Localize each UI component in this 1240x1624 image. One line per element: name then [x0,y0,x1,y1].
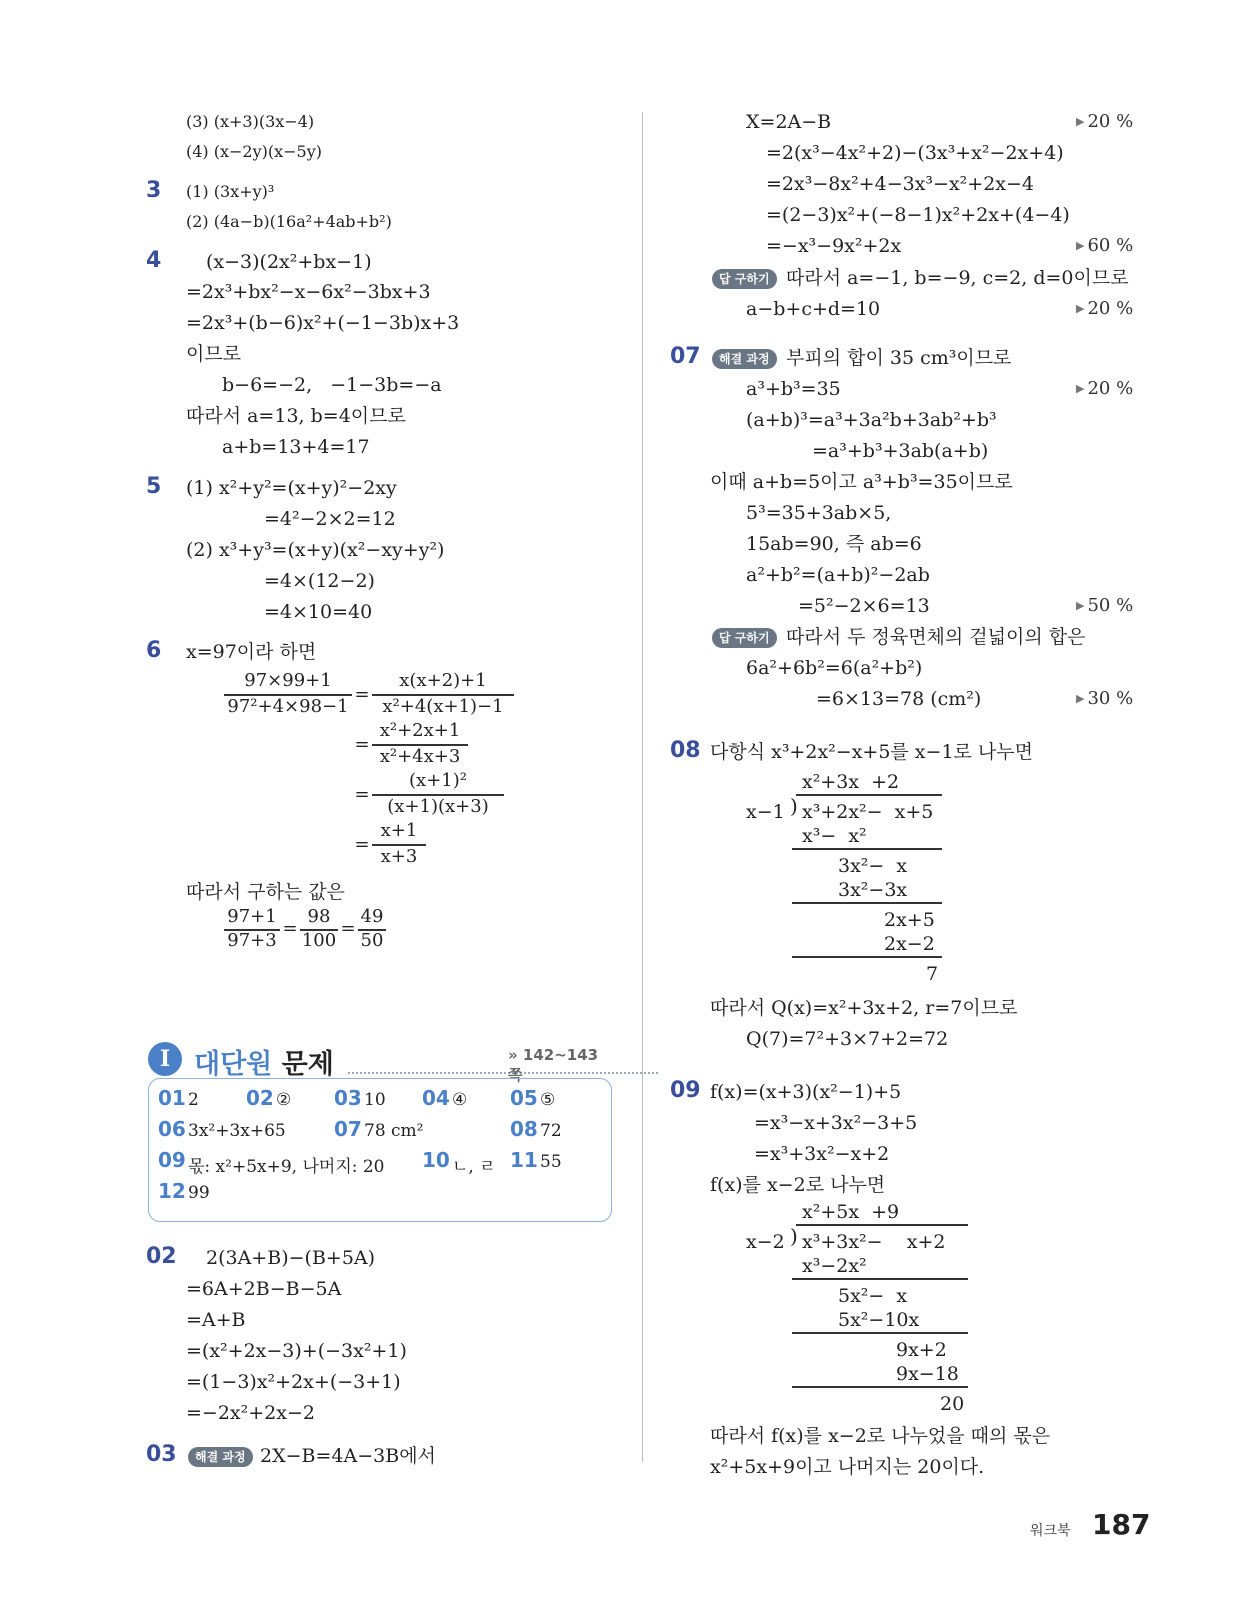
answer-number: 02 [246,1086,274,1110]
q6-equals: = [354,684,370,705]
triangle-icon: ▶ [1076,599,1085,612]
q6-equals: = [282,918,298,939]
q6-frac3-den: x²+4x+3 [379,746,461,767]
s08-row: 7 [926,963,939,985]
q2-part4: (4) (x−2y)(x−5y) [186,142,323,161]
q4-line: =2x³+bx²−x−6x²−3bx+3 [186,281,431,303]
s07-ans1: 6a²+6b²=6(a²+b²) [746,657,923,679]
triangle-icon: ▶ [1076,382,1085,395]
process-tag: 해결 과정 [712,349,777,369]
q6-equals: = [340,918,356,939]
q6-frac4-num: (x+1)² [409,770,467,791]
score-percent-text: 20 % [1087,298,1134,319]
q6-g1-num: 97+1 [227,906,277,927]
triangle-icon: ▶ [1076,115,1085,128]
answer-number: 10 [422,1148,450,1172]
score-percent-text: 30 % [1087,688,1134,709]
s09-concl: x²+5x+9이고 나머지는 20이다. [710,1456,985,1478]
s07-line: a³+b³=35 [746,378,841,400]
q5-line: =4×10=40 [264,601,373,623]
s09-division-bar [796,1224,968,1226]
q4-line: a+b=13+4=17 [222,436,370,458]
score-percent-text: 60 % [1087,235,1134,256]
s07-line: 15ab=90, 즉 ab=6 [746,533,922,555]
q4-line: 따라서 a=13, b=4이므로 [186,405,406,427]
s02-line: =−2x²+2x−2 [186,1402,315,1424]
q5-line: =4×(12−2) [264,570,375,592]
s07-ans2: =6×13=78 (cm²) [816,688,982,710]
solution-03-number: 03 [146,1442,177,1467]
s08-rule [792,902,942,904]
s09-row: x³−2x² [802,1255,867,1277]
answer-number: 03 [334,1086,362,1110]
answer-number: 11 [510,1148,538,1172]
s03c-line: =2x³−8x²+4−3x³−x²+2x−4 [766,173,1035,195]
answer-number: 06 [158,1117,186,1141]
s03c-line: =(2−3)x²+(−8−1)x²+2x+(4−4) [766,204,1070,226]
s08-dividend: x³+2x²− x+5 [802,801,934,823]
q4-line: 이므로 [186,343,242,365]
score-percent [1076,298,1133,319]
q3-part2: (2) (4a−b)(16a²+4ab+b²) [186,212,392,231]
s08-concl: Q(7)=7²+3×7+2=72 [746,1028,949,1050]
q4-line: b−6=−2, −1−3b=−a [222,374,442,396]
score-percent [1076,378,1133,399]
s07-line: =a³+b³+3ab(a+b) [812,440,989,462]
s09-quotient: x²+5x +9 [802,1201,900,1223]
q5-line: =4²−2×2=12 [264,508,396,530]
score-percent [1076,688,1133,709]
triangle-icon: ▶ [1076,302,1085,315]
q6-frac1-den: 97²+4×98−1 [227,696,349,717]
answer-number: 04 [422,1086,450,1110]
score-percent-text: 20 % [1087,378,1134,399]
answer-tag: 답 구하기 [712,628,777,648]
q6-g3-den: 50 [360,930,384,951]
answer-tag: 답 구하기 [712,269,777,289]
q6-g3-num: 49 [360,906,384,927]
section-title-dark: 문제 [281,1049,334,1080]
answer-value: ④ [452,1090,468,1110]
s03c-line: =−x³−9x²+2x [766,235,902,257]
problem-6-number: 6 [146,638,162,663]
s02-line: =(x²+2x−3)+(−3x²+1) [186,1340,407,1362]
s09-line: =x³+3x²−x+2 [754,1143,890,1165]
score-percent [1076,595,1133,616]
s08-row: 2x−2 [884,933,935,955]
s07-intro: 부피의 합이 35 cm³이므로 [786,347,1012,369]
s03-line: 2X−B=4A−3B에서 [260,1445,436,1467]
q6-equals: = [354,734,370,755]
section-title [194,1042,334,1081]
s03c-sum: a−b+c+d=10 [746,298,881,320]
s03c-line: X=2A−B [746,111,832,133]
q6-frac3-num: x²+2x+1 [379,720,461,741]
q6-frac4-den: (x+1)(x+3) [387,796,489,817]
q4-line: =2x³+(b−6)x²+(−1−3b)x+3 [186,312,460,334]
triangle-icon: ▶ [1076,239,1085,252]
s09-row: 9x−18 [896,1363,959,1385]
score-percent [1076,111,1133,132]
s09-rule [792,1278,968,1280]
section-title-blue: 대단원 [194,1049,273,1080]
triangle-icon: ▶ [1076,692,1085,705]
page-range-text: 142~143쪽 [508,1046,599,1084]
answer-value: 78 cm² [364,1121,424,1141]
s07-line: 이때 a+b=5이고 a³+b³=35이므로 [710,471,1013,493]
q5-line: (1) x²+y²=(x+y)²−2xy [186,477,397,499]
q5-line: (2) x³+y³=(x+y)(x²−xy+y²) [186,539,445,561]
s08-intro: 다항식 x³+2x²−x+5를 x−1로 나누면 [710,741,1033,763]
s07-line: =5²−2×6=13 [798,595,930,617]
page-number: 187 [1092,1508,1151,1541]
s07-line: (a+b)³=a³+3a²b+3ab²+b³ [746,409,997,431]
column-divider [642,112,643,1462]
s08-row: 3x²− x [838,855,908,877]
answer-number: 12 [158,1179,186,1203]
s09-rule [792,1332,968,1334]
q3-part1: (1) (3x+y)³ [186,182,275,201]
q6-g1-den: 97+3 [227,930,277,951]
s09-row: 5x²− x [838,1285,908,1307]
s08-quotient: x²+3x +2 [802,771,900,793]
q6-frac1-num: 97×99+1 [244,670,332,691]
answer-number: 07 [334,1117,362,1141]
problem-4-number: 4 [146,248,162,273]
process-tag: 해결 과정 [188,1447,253,1467]
s09-line: =x³−x+3x²−3+5 [754,1112,918,1134]
solution-07-number: 07 [670,344,701,369]
solution-09-number: 09 [670,1078,701,1103]
answer-value: ⑤ [540,1090,556,1110]
s08-row: 3x²−3x [838,879,908,901]
section-header [148,1040,612,1084]
s03c-answer: 따라서 a=−1, b=−9, c=2, d=0이므로 [786,267,1129,289]
s09-divisor: x−2 [746,1231,785,1253]
q6-g2-num: 98 [307,906,331,927]
s09-concl: 따라서 f(x)를 x−2로 나누었을 때의 몫은 [710,1425,1051,1447]
q6-frac2-num: x(x+2)+1 [399,670,487,691]
answer-value: 몫: x²+5x+9, 나머지: 20 [188,1157,385,1177]
solution-08-number: 08 [670,738,701,763]
s09-rule [792,1386,968,1388]
s08-row: 2x+5 [884,909,935,931]
s08-row: x³− x² [802,825,867,847]
s07-line: 5³=35+3ab×5, [746,502,892,524]
s08-rule [792,956,942,958]
s08-rule [792,848,942,850]
s07-ans-intro: 따라서 두 정육면체의 겉넓이의 합은 [786,626,1086,648]
section-page-range: » 142~143쪽 [508,1046,599,1084]
q6-frac2-den: x²+4(x+1)−1 [382,696,504,717]
s09-row: 20 [940,1393,965,1415]
q6-g2-den: 100 [301,930,337,951]
q2-part3: (3) (x+3)(3x−4) [186,112,315,131]
problem-3-number: 3 [146,178,162,203]
answer-value: 10 [364,1090,386,1110]
s02-line: =(1−3)x²+2x+(−3+1) [186,1371,401,1393]
answer-value: 72 [540,1121,562,1141]
q6-equals: = [354,834,370,855]
q6-frac5-den: x+3 [380,846,418,867]
s03c-line: =2(x³−4x²+2)−(3x³+x²−2x+4) [766,142,1064,164]
s08-divisor: x−1 [746,801,785,823]
s09-line: f(x)=(x+3)(x²−1)+5 [710,1081,902,1103]
s09-row: 5x²−10x [838,1309,920,1331]
s07-line: a²+b²=(a+b)²−2ab [746,564,930,586]
answer-number: 08 [510,1117,538,1141]
answer-value: 3x²+3x+65 [188,1121,286,1141]
score-percent-text: 50 % [1087,595,1134,616]
answer-value: 99 [188,1183,210,1203]
footer-label: 워크북 [1030,1523,1071,1539]
answer-number: 01 [158,1086,186,1110]
q6-conclude: 따라서 구하는 값은 [186,881,345,903]
answer-number: 05 [510,1086,538,1110]
s09-division-paren: ) [790,1224,798,1248]
s09-dividend: x³+3x²− x+2 [802,1231,946,1253]
answer-value: 2 [188,1090,199,1110]
answer-number: 09 [158,1148,186,1172]
score-percent [1076,235,1133,256]
roman-numeral-badge: I [148,1042,182,1076]
s09-line: f(x)를 x−2로 나누면 [710,1174,886,1196]
s02-line: 2(3A+B)−(B+5A) [206,1247,376,1269]
s08-division-bar [796,794,942,796]
score-percent-text: 20 % [1087,111,1134,132]
s02-line: =6A+2B−B−5A [186,1278,342,1300]
s02-line: =A+B [186,1309,246,1331]
q6-equals: = [354,784,370,805]
problem-5-number: 5 [146,474,162,499]
q6-intro: x=97이라 하면 [186,641,317,663]
answer-value: ② [276,1090,292,1110]
answer-value: 55 [540,1152,562,1172]
answer-value: ㄴ, ㄹ [452,1157,496,1177]
s09-row: 9x+2 [896,1339,947,1361]
solution-02-number: 02 [146,1244,177,1269]
q4-line: (x−3)(2x²+bx−1) [206,251,372,273]
q6-frac5-num: x+1 [380,820,418,841]
s08-division-paren: ) [790,794,798,818]
s08-concl: 따라서 Q(x)=x²+3x+2, r=7이므로 [710,997,1018,1019]
